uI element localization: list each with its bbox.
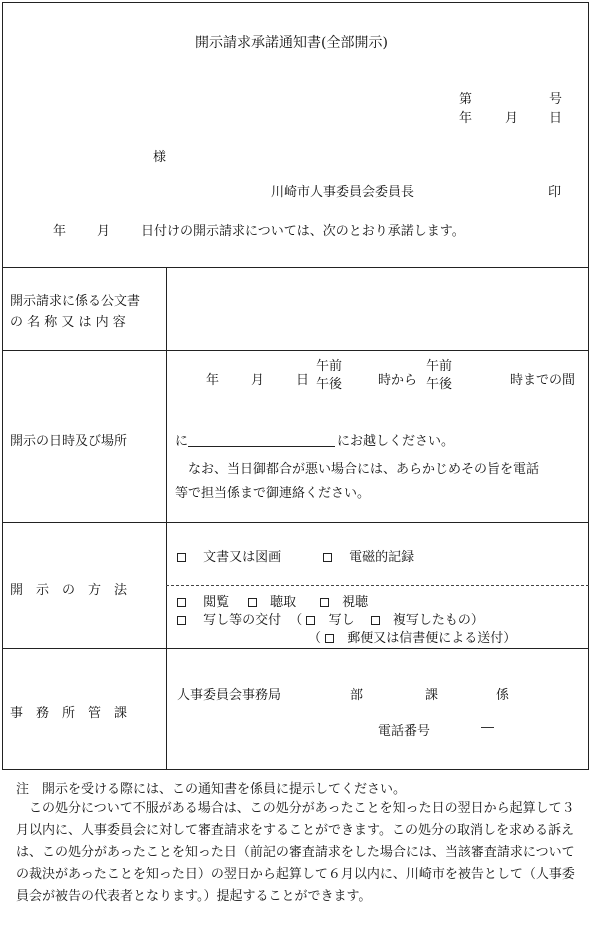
opt-copy-open: （ <box>289 613 303 628</box>
dt-until: 時までの間 <box>510 373 576 388</box>
opt-mail-open: （ <box>308 631 322 646</box>
opt-listen-label: 聴取 <box>270 595 297 610</box>
checkbox[interactable] <box>323 553 332 562</box>
datetime-label: 開示の日時及び場所 <box>10 434 128 449</box>
dt-year: 年 <box>206 373 220 388</box>
dt-from: 時から <box>378 373 418 388</box>
opt-mail-row <box>308 627 516 646</box>
dt-day: 日 <box>296 373 310 388</box>
opt-listen-row <box>248 591 296 610</box>
opt-copy-label: 写し等の交付 <box>203 613 282 628</box>
checkbox[interactable] <box>325 634 334 643</box>
issuer: 川崎市人事委員会委員長 <box>271 185 415 200</box>
office-kakari: 係 <box>496 688 510 703</box>
checkbox[interactable] <box>177 598 186 607</box>
notice-line-2: 等で担当係まで御連絡ください。 <box>175 486 371 501</box>
opt-watch-label: 視聴 <box>342 595 369 610</box>
ampm-2-pm: 午後 <box>426 377 453 392</box>
ampm-1 <box>316 358 342 394</box>
dashed-divider <box>166 585 589 586</box>
office-bu: 部 <box>350 688 364 703</box>
addressee-suffix: 様 <box>153 150 167 165</box>
opt-em-row <box>323 546 414 565</box>
document-name-label-2: の 名 称 又 は 内 容 <box>10 315 126 330</box>
note-head: 注 開示を受ける際には、この通知書を係員に提示してください。 <box>16 782 407 797</box>
checkbox[interactable] <box>177 553 186 562</box>
checkbox[interactable] <box>248 598 257 607</box>
document-name-label-1: 開示請求に係る公文書 <box>10 294 141 309</box>
dt-month: 月 <box>251 373 265 388</box>
date-day: 日 <box>549 111 563 126</box>
number-dai: 第 <box>459 92 473 107</box>
opt-mail-label: 郵便又は信書便による送付） <box>347 631 517 646</box>
ampm-2 <box>426 358 452 394</box>
opt-view-label: 閲覧 <box>203 595 230 610</box>
ampm-2-am: 午前 <box>426 359 453 374</box>
date-year: 年 <box>459 111 473 126</box>
opt-copy-row <box>177 609 484 628</box>
notice-line-1: なお、当日御都合が悪い場合には、あらかじめその旨を電話 <box>188 462 540 477</box>
office-ka: 課 <box>425 688 439 703</box>
checkbox[interactable] <box>306 616 315 625</box>
intro-text: 日付けの開示請求については、次のとおり承諾します。 <box>141 224 465 239</box>
divider <box>2 350 589 351</box>
date-month: 月 <box>505 111 519 126</box>
office-bureau: 人事委員会事務局 <box>177 688 282 703</box>
opt-view-row <box>177 591 229 610</box>
phone-dash: ― <box>481 720 494 735</box>
ampm-1-am: 午前 <box>316 359 343 374</box>
intro-month: 月 <box>97 224 111 239</box>
dt-ni: に <box>175 434 189 449</box>
place-blank-line <box>188 446 335 447</box>
column-divider <box>166 267 167 770</box>
checkbox[interactable] <box>177 616 186 625</box>
seal-mark: 印 <box>548 185 562 200</box>
office-label: 事 務 所 管 課 <box>10 706 128 721</box>
opt-doc-label: 文書又は図画 <box>203 550 282 565</box>
opt-doc-row <box>177 546 281 565</box>
checkbox[interactable] <box>371 616 380 625</box>
checkbox[interactable] <box>320 598 329 607</box>
dt-visit: にお越しください。 <box>337 434 455 449</box>
phone-label: 電話番号 <box>378 724 431 739</box>
method-label: 開 示 の 方 法 <box>10 583 128 598</box>
opt-copy-b: 複写したもの） <box>392 613 484 628</box>
ampm-1-pm: 午後 <box>316 377 343 392</box>
intro-year: 年 <box>53 224 67 239</box>
note-paragraph: この処分について不服がある場合は、この処分があったことを知った日の翌日から起算して３月以内に、人事委員会に対して審査請求をすることができます。この処分の取消しを求める訴えは、この処分があったことを知った日（前記の審査請求をした場合には、当該審査請求についての裁決があったことを知った日）の翌日から起算して６月以内に、川崎市を被告として（人事委員会が被告の代表者となります。）提起することができます。 <box>16 801 575 904</box>
document-title: 開示請求承諾通知書(全部開示) <box>195 35 388 51</box>
divider <box>2 648 589 649</box>
divider <box>2 522 589 523</box>
opt-watch-row <box>320 591 368 610</box>
number-go: 号 <box>549 92 563 107</box>
divider <box>2 267 589 268</box>
opt-copy-a: 写し <box>328 613 355 628</box>
opt-em-label: 電磁的記録 <box>349 550 415 565</box>
